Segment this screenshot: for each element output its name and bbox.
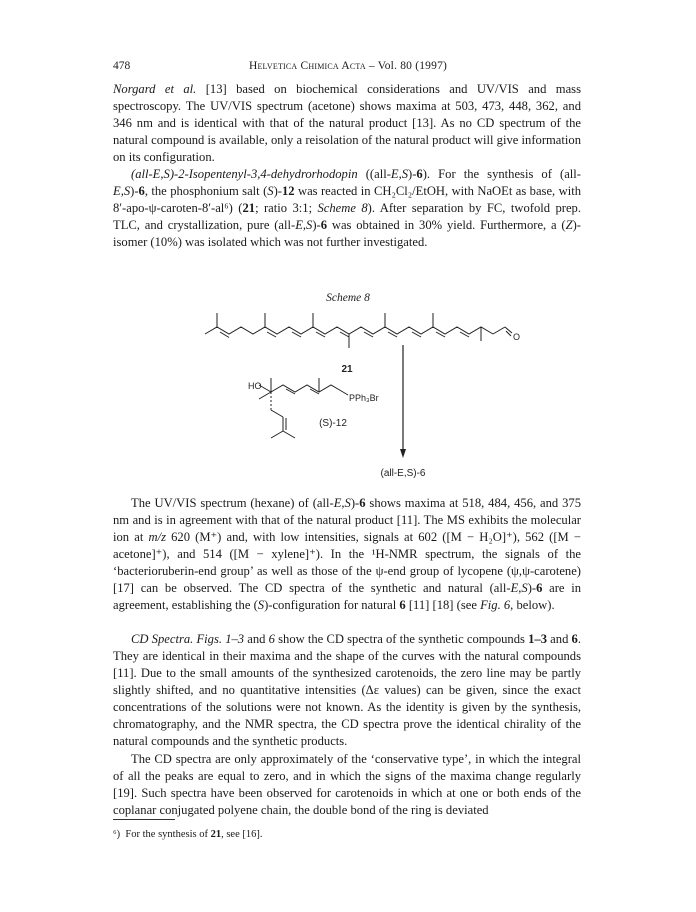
- product-label: (all-E,S)-6: [380, 468, 426, 479]
- page-number: 478: [113, 60, 131, 72]
- paragraph-4: CD Spectra. Figs. 1–3 and 6 show the CD spectra of the synthetic compounds 1–3 and 6. They are identical in their maxima and the shape of the curves with the natural compounds [11]. Due to the small amounts of the synthesized carotenoids, the zero line may be partly slightly shifted, and no quantitative intensities (Δε values) can be given, since the exact concentrations of the solutions were not known. As the identity is given by the synthesis, chromatography, and the NMR spectra, the CD spectra prove the identical chirality of the natural compounds and the synthetic products.: [113, 632, 581, 748]
- compound-s12-label: (S)-12: [319, 418, 347, 429]
- paragraph-2: (all-E,S)-2-Isopentenyl-3,4-dehydrorhodopin ((all-E,S)-6). For the synthesis of (all-E,S)-6, the phosphonium salt (S)-12 was reacted in CH₂Cl₂/EtOH, with NaOEt as base, with 8′-apo-ψ-caroten-8′-al⁶) (21; ratio 3:1; Scheme 8). After separation by FC, twofold prep. TLC, and crystallization, pure (all-E,S)-6 was obtained in 30% yield. Furthermore, a (Z)-isomer (10%) was isolated which was not further investigated.: [113, 167, 581, 249]
- reaction-arrowhead: [400, 449, 406, 458]
- hydroxyl-label: HO: [248, 381, 262, 391]
- paragraph-5: The CD spectra are only approximately of the ‘conservative type’, in which the integral of all the peaks are equal to zero, and in which the signs of the maxima change regularly [19]. Such spectra have been observed for carotenoids in which at one or both ends of the coplanar conjugated polyene chain, the double bond of the ring is deviated: [113, 752, 581, 817]
- compound-s12-structure: [259, 378, 348, 438]
- pph3br-label: PPh₃Br: [349, 393, 379, 403]
- journal-volume: Vol. 80 (1997): [377, 60, 448, 72]
- footnote-mark: ⁶): [113, 829, 121, 840]
- paragraph-3: The UV/VIS spectrum (hexane) of (all-E,S)-6 shows maxima at 518, 484, 456, and 375 nm and is in agreement with that of the natural product [11]. The MS exhibits the molecular ion at m/z 620 (M⁺) and, with low intensities, signals at 602 ([M − H₂O]⁺), 562 ([M − acetone]⁺), and 514 ([M − xylene]⁺). In the ¹H-NMR spectrum, the signals of the ‘bacterioruberin-end group’ as well as those of the ψ-end group of lycopene (ψ,ψ-carotene) [17] can be observed. The CD spectra of the synthetic and natural (all-E,S)-6 are in agreement, establishing the (S)-configuration for natural 6 [11] [18] (see Fig. 6, below).: [113, 496, 581, 612]
- section-title-cd-spectra: CD Spectra. Figs. 1–3: [131, 632, 245, 646]
- section-title-dehydrorhodopin: (all-E,S)-2-Isopentenyl-3,4-dehydrorhodopin: [131, 167, 358, 181]
- scheme-label: Scheme 8: [326, 292, 370, 304]
- paragraph-1-text: [13] based on biochemical considerations and UV/VIS and mass spectroscopy. The UV/VIS spectrum (acetone) shows maxima at 503, 473, 448, 362, and 346 nm and is identical with that of the natural product [13]. As no CD spectrum of the natural compound is available, only a reisolation of the natural product will give information on its configuration.: [113, 82, 581, 164]
- compound-21-structure: [205, 313, 512, 348]
- aldehyde-oxygen-label: O: [513, 332, 521, 342]
- author-ref: Norgard et al.: [113, 82, 197, 96]
- footnote-6: ⁶) For the synthesis of 21, see [16].: [113, 829, 263, 840]
- journal-name: Helvetica Chimica Acta: [248, 60, 366, 72]
- running-head: Helvetica Chimica Acta – Vol. 80 (1997): [248, 60, 448, 72]
- compound-21-label: 21: [341, 364, 353, 375]
- footnote-rule: [113, 819, 175, 820]
